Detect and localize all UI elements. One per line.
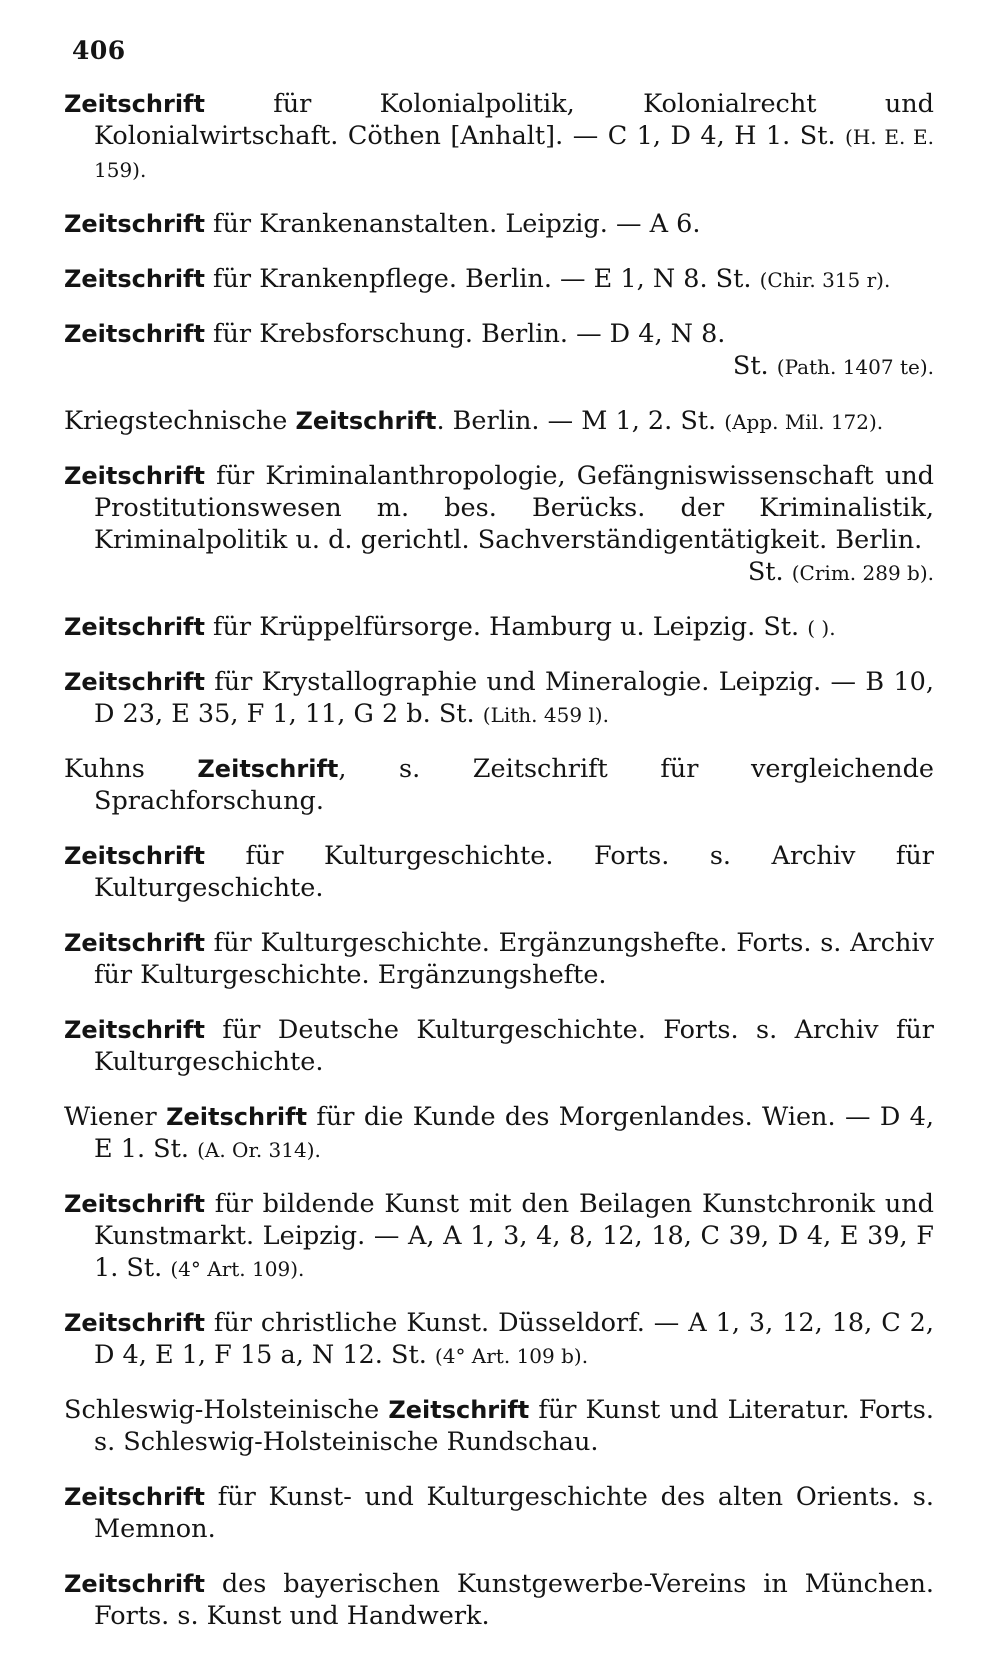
entry-shelf-line xyxy=(94,556,934,589)
shelf-mark: (4° Art. 109). xyxy=(170,1257,305,1281)
entry-list xyxy=(64,88,934,1655)
shelf-mark: ( ). xyxy=(807,616,836,640)
entry-keyword: Zeitschrift xyxy=(64,1016,205,1044)
entry-text: für Kulturgeschichte. Forts. s. Archiv für Kulturgeschichte. xyxy=(94,841,934,903)
entry-prefix: Schleswig-Holsteinische xyxy=(64,1395,389,1425)
entry-text: . Berlin. — M 1, 2. St. xyxy=(436,406,725,436)
entry-keyword: Zeitschrift xyxy=(64,462,205,490)
entry-keyword: Zeitschrift xyxy=(64,929,205,957)
entry-keyword: Zeitschrift xyxy=(64,210,205,238)
catalog-entry xyxy=(64,1101,934,1166)
catalog-entry xyxy=(64,1188,934,1285)
entry-prefix: Kuhns xyxy=(64,754,198,784)
entry-text: für Kriminalanthropologie, Gefängniswissenschaft und Prostitutionswesen m. bes. Berücks. der Kriminalistik, Kriminalpolitik u. d. gerichtl. Sachverständigentätigkeit. Berlin. xyxy=(94,461,934,555)
catalog-entry xyxy=(64,460,934,589)
shelf-mark: (Lith. 459 l). xyxy=(482,703,609,727)
shelf-mark: (App. Mil. 172). xyxy=(724,410,884,434)
catalog-entry xyxy=(64,1014,934,1079)
entry-shelf-line xyxy=(94,350,934,383)
catalog-entry xyxy=(64,927,934,992)
entry-text: für Krüppelfürsorge. Hamburg u. Leipzig. St. xyxy=(204,612,808,642)
entry-text: , s. Zeitschrift für vergleichende Sprachforschung. xyxy=(94,754,934,816)
shelf-mark: (Path. 1407 te). xyxy=(776,355,934,379)
entry-keyword: Zeitschrift xyxy=(64,668,205,696)
entry-text: für Kunst und Literatur. Forts. s. Schleswig-Holsteinische Rundschau. xyxy=(94,1395,934,1457)
entry-keyword: Zeitschrift xyxy=(166,1103,308,1131)
entry-keyword: Zeitschrift xyxy=(295,407,437,435)
entry-keyword: Zeitschrift xyxy=(64,1309,205,1337)
entry-keyword: Zeitschrift xyxy=(64,320,205,348)
catalog-entry xyxy=(64,1307,934,1372)
catalog-entry xyxy=(64,88,934,186)
entry-keyword: Zeitschrift xyxy=(64,90,205,118)
entry-text: für Krankenanstalten. Leipzig. — A 6. xyxy=(204,209,701,239)
entry-keyword: Zeitschrift xyxy=(64,1570,205,1598)
catalog-entry xyxy=(64,753,934,818)
shelf-mark: (A. Or. 314). xyxy=(197,1138,321,1162)
entry-tail: St. xyxy=(747,557,792,587)
entry-text: für Krankenpflege. Berlin. — E 1, N 8. St. xyxy=(204,264,760,294)
catalog-entry xyxy=(64,1481,934,1546)
shelf-mark: (H. E. E. 159). xyxy=(94,125,935,182)
entry-text: für Kolonialpolitik, Kolonialrecht und Kolonialwirtschaft. Cöthen [Anhalt]. — C 1, D 4, H 1. St. xyxy=(94,89,934,151)
catalog-entry xyxy=(64,1568,934,1633)
entry-keyword: Zeitschrift xyxy=(64,1190,205,1218)
shelf-mark: (4° Art. 109 b). xyxy=(434,1344,589,1368)
catalog-entry xyxy=(64,405,934,438)
shelf-mark: (Crim. 289 b). xyxy=(791,561,934,585)
entry-keyword: Zeitschrift xyxy=(64,842,205,870)
entry-text: für Kulturgeschichte. Ergänzungshefte. Forts. s. Archiv für Kulturgeschichte. Ergänzungshefte. xyxy=(94,928,934,990)
entry-prefix: Wiener xyxy=(64,1102,167,1132)
catalog-entry xyxy=(64,840,934,905)
catalog-entry xyxy=(64,611,934,644)
entry-text: des bayerischen Kunstgewerbe-Vereins in München. Forts. s. Kunst und Handwerk. xyxy=(94,1569,934,1631)
catalog-entry xyxy=(64,318,934,383)
entry-text: für Deutsche Kulturgeschichte. Forts. s. Archiv für Kulturgeschichte. xyxy=(94,1015,934,1077)
entry-keyword: Zeitschrift xyxy=(64,613,205,641)
catalog-entry xyxy=(64,1394,934,1459)
entry-text: für Krebsforschung. Berlin. — D 4, N 8. xyxy=(204,319,726,349)
entry-keyword: Zeitschrift xyxy=(388,1396,530,1424)
page-number: 406 xyxy=(72,36,126,65)
entry-tail: St. xyxy=(732,351,777,381)
catalog-entry xyxy=(64,208,934,241)
catalog-entry xyxy=(64,263,934,296)
entry-keyword: Zeitschrift xyxy=(197,755,339,783)
entry-keyword: Zeitschrift xyxy=(64,265,205,293)
shelf-mark: (Chir. 315 r). xyxy=(759,268,891,292)
entry-prefix: Kriegstechnische xyxy=(64,406,296,436)
entry-text: für christliche Kunst. Düsseldorf. — A 1, 3, 12, 18, C 2, D 4, E 1, F 15 a, N 12. St. xyxy=(94,1308,934,1370)
catalog-entry xyxy=(64,666,934,731)
entry-text: für Kunst- und Kulturgeschichte des alten Orients. s. Memnon. xyxy=(94,1482,934,1544)
entry-text: für bildende Kunst mit den Beilagen Kunstchronik und Kunstmarkt. Leipzig. — A, A 1, 3, 4, 8, 12, 18, C 39, D 4, E 39, F 1. St. xyxy=(94,1189,934,1283)
entry-text: für Krystallographie und Mineralogie. Leipzig. — B 10, D 23, E 35, F 1, 11, G 2 b. St. xyxy=(94,667,934,729)
entry-keyword: Zeitschrift xyxy=(64,1483,205,1511)
entry-text: für die Kunde des Morgenlandes. Wien. — D 4, E 1. St. xyxy=(94,1102,934,1164)
